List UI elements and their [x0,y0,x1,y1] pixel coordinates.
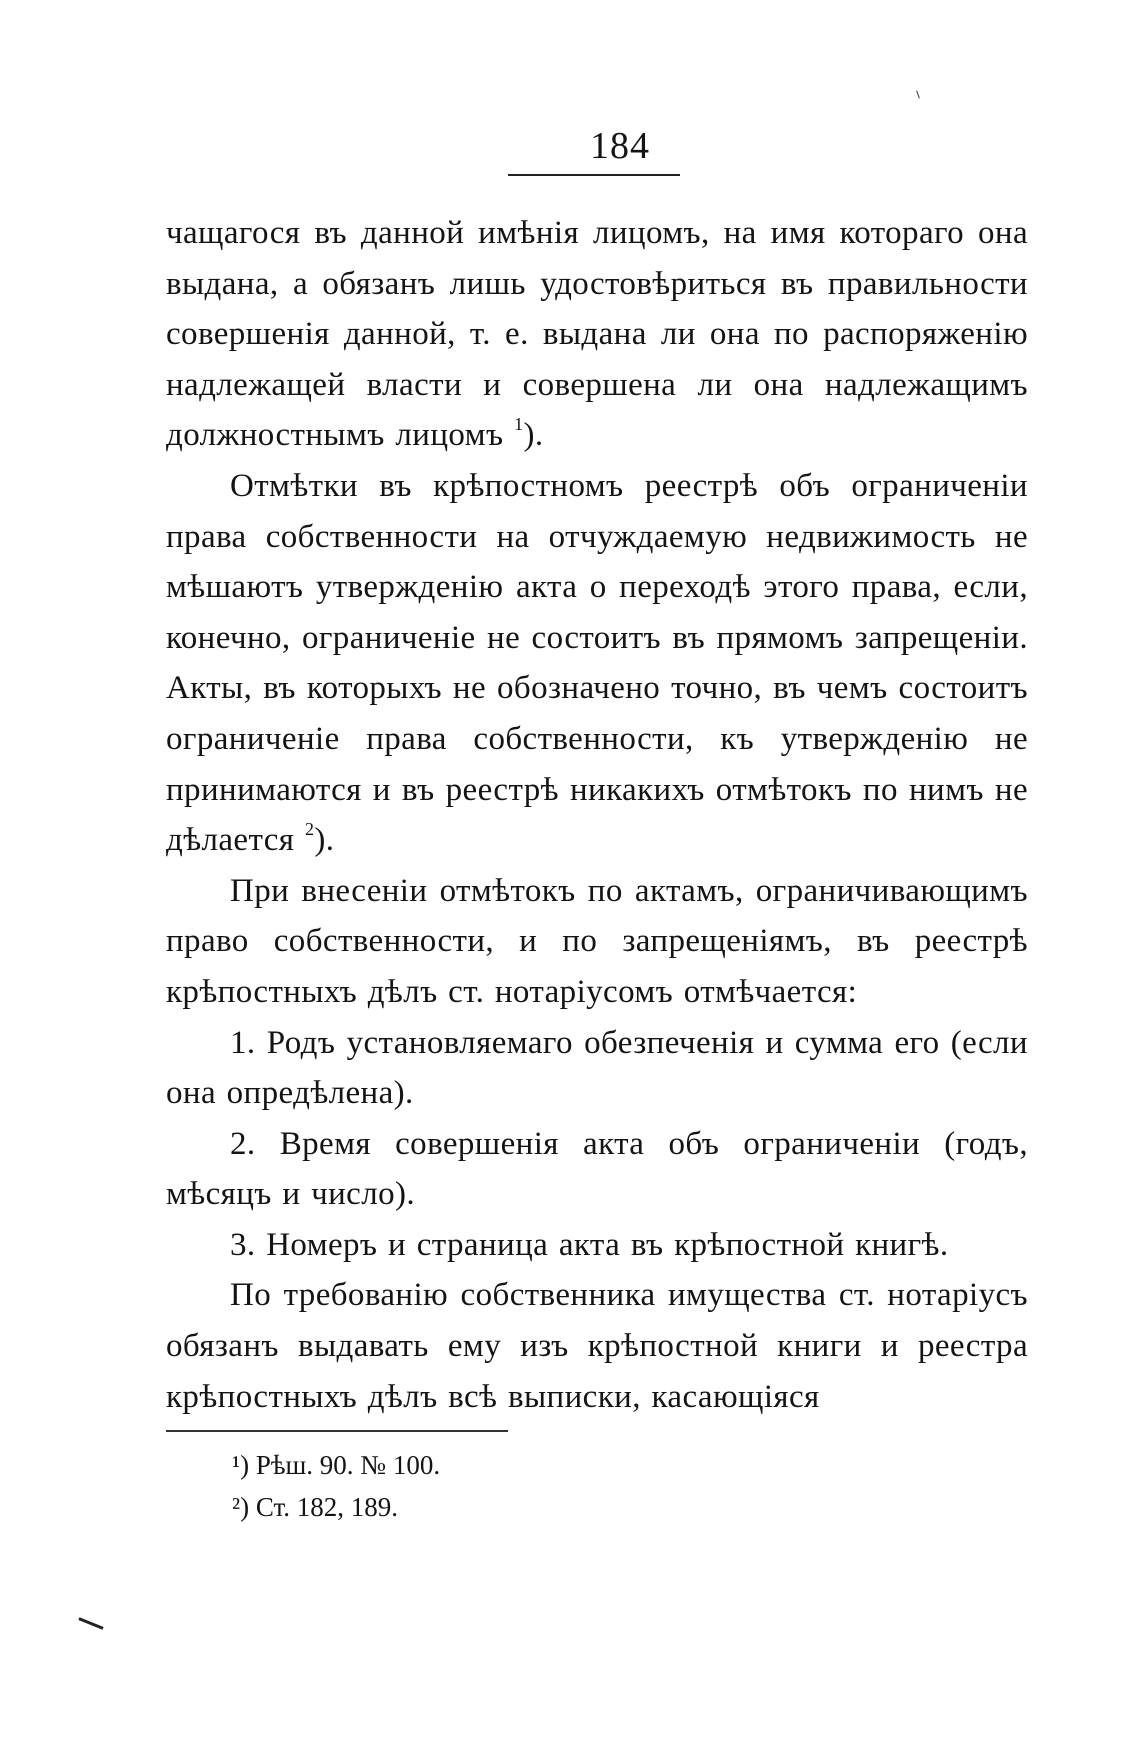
paragraph-text: Отмѣтки въ крѣпостномъ реестрѣ объ ограниченіи права собственности на отчуждаемую недвижимость не мѣшаютъ утвержденію акта о переходѣ этого права, если, конечно, ограниченіе не состоитъ въ прямомъ запрещеніи. Акты, въ которыхъ не обозначено точно, въ чемъ состоитъ ограниченіе права собственности, къ утвержденію не принимаются и въ реестрѣ никакихъ отмѣтокъ по нимъ не дѣлается [166,467,1028,859]
footnote-reference: 2 [304,819,315,840]
footnote [232,1444,440,1486]
list-item-text: 2. Время совершенія акта объ ограниченіи (годъ, мѣсяцъ и число). [166,1125,1028,1213]
footnote-rule [166,1430,508,1432]
list-item-text: 1. Родъ установляемаго обезпеченія и сумма его (если она опредѣлена). [166,1024,1028,1112]
footnotes [232,1444,440,1528]
footnote [232,1486,440,1528]
list-item [166,1018,1028,1119]
list-item [166,1220,1028,1271]
paragraph [166,1270,1028,1422]
paragraph [166,866,1028,1018]
list-item-text: 3. Номеръ и страница акта въ крѣпостной книгѣ. [230,1226,949,1263]
scan-artifact-mark [78,1617,103,1630]
paragraph [166,208,1028,461]
footnote-marker: ¹) [232,1450,250,1480]
footnote-marker: ²) [232,1492,250,1522]
paragraph-text: чащагося въ данной имѣнія лицомъ, на имя котораго она выдана, а обязанъ лишь удостовѣриться въ правильности совершенія данной, т. е. выдана ли она по распоряженію надлежащей власти и совершена ли она надлежащимъ должностнымъ лицомъ [166,215,1028,454]
footnote-text: Ст. 182, 189. [255,1492,399,1522]
paragraph-text: При внесеніи отмѣтокъ по актамъ, ограничивающимъ право собственности, и по запрещеніямъ, въ реестрѣ крѣпостныхъ дѣлъ ст. нотаріусомъ отмѣчается: [166,872,1028,1010]
list-item [166,1119,1028,1220]
header-rule [508,174,680,176]
scan-artifact-mark [916,91,920,99]
page-number: 184 [590,125,650,167]
paragraph-tail: ). [523,417,544,454]
paragraph-tail: ). [314,822,335,859]
footnote-reference: 1 [514,414,524,435]
footnote-text: Рѣш. 90. № 100. [255,1450,441,1480]
body-text [166,208,1028,1422]
paragraph-text: По требованію собственника имущества ст. нотаріусъ обязанъ выдавать ему изъ крѣпостной книги и реестра крѣпостныхъ дѣлъ всѣ выписки, касающіяся [166,1277,1028,1415]
paragraph [166,461,1028,866]
